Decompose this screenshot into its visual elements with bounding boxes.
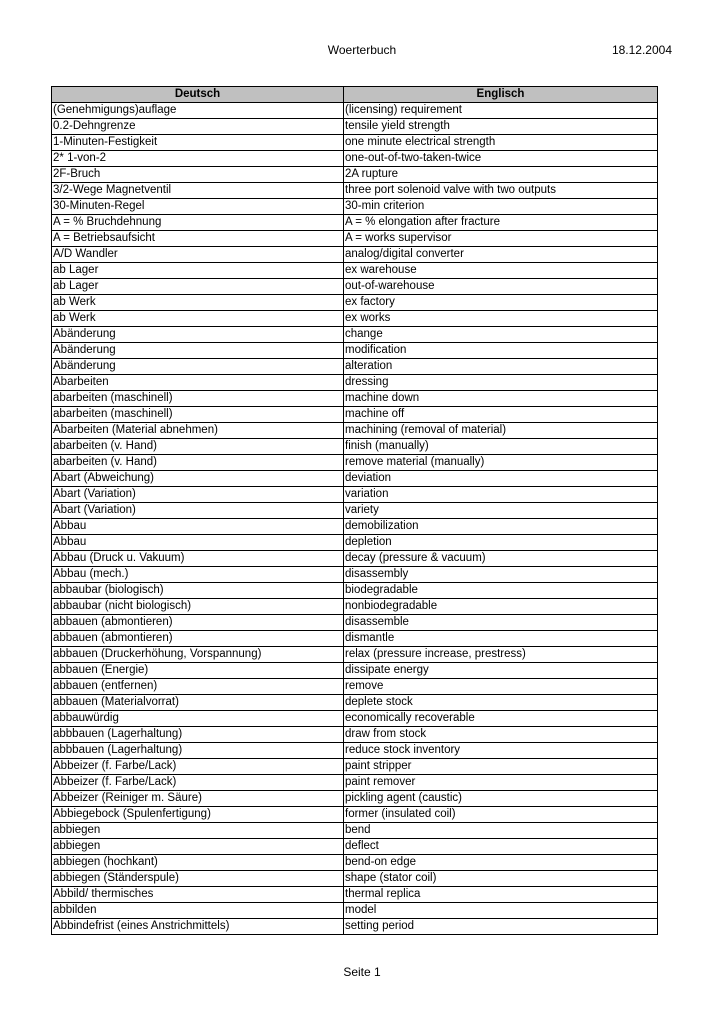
table-row [52,583,658,599]
cell-deutsch: Abarbeiten [52,375,344,391]
cell-deutsch: 1-Minuten-Festigkeit [52,135,344,151]
table-row [52,519,658,535]
cell-deutsch: abarbeiten (maschinell) [52,391,344,407]
cell-englisch: demobilization [344,519,658,535]
table-row [52,711,658,727]
table-row [52,327,658,343]
cell-englisch: remove [344,679,658,695]
cell-deutsch: Abbindefrist (eines Anstrichmittels) [52,919,344,935]
cell-deutsch: (Genehmigungs)auflage [52,103,344,119]
cell-deutsch: Abbau [52,519,344,535]
cell-deutsch: Abarbeiten (Material abnehmen) [52,423,344,439]
cell-englisch: 2A rupture [344,167,658,183]
table-row [52,903,658,919]
cell-englisch: biodegradable [344,583,658,599]
cell-englisch: alteration [344,359,658,375]
table-header-row [52,87,658,103]
table-row [52,807,658,823]
cell-englisch: dissipate energy [344,663,658,679]
cell-englisch: paint stripper [344,759,658,775]
table-row [52,439,658,455]
cell-englisch: model [344,903,658,919]
cell-deutsch: abbauen (abmontieren) [52,631,344,647]
cell-englisch: machine down [344,391,658,407]
cell-deutsch: abbauen (abmontieren) [52,615,344,631]
cell-deutsch: ab Werk [52,295,344,311]
cell-englisch: depletion [344,535,658,551]
cell-deutsch: Abart (Abweichung) [52,471,344,487]
table-row [52,919,658,935]
cell-englisch: deviation [344,471,658,487]
cell-deutsch: 2F-Bruch [52,167,344,183]
cell-englisch: one minute electrical strength [344,135,658,151]
cell-deutsch: Abart (Variation) [52,487,344,503]
table-row [52,679,658,695]
cell-englisch: setting period [344,919,658,935]
cell-englisch: A = % elongation after fracture [344,215,658,231]
cell-englisch: thermal replica [344,887,658,903]
cell-deutsch: abbauen (Materialvorrat) [52,695,344,711]
cell-deutsch: abbauen (entfernen) [52,679,344,695]
page-number: Seite 1 [343,965,381,979]
table-row [52,615,658,631]
cell-englisch: paint remover [344,775,658,791]
cell-englisch: change [344,327,658,343]
cell-deutsch: Abbiegebock (Spulenfertigung) [52,807,344,823]
cell-englisch: A = works supervisor [344,231,658,247]
table-row [52,551,658,567]
table-row [52,791,658,807]
table-row [52,535,658,551]
cell-deutsch: A/D Wandler [52,247,344,263]
cell-englisch: modification [344,343,658,359]
cell-englisch: remove material (manually) [344,455,658,471]
table-row [52,471,658,487]
cell-englisch: economically recoverable [344,711,658,727]
cell-deutsch: Abänderung [52,343,344,359]
cell-deutsch: Abbild/ thermisches [52,887,344,903]
cell-englisch: three port solenoid valve with two outputs [344,183,658,199]
column-header-deutsch: Deutsch [52,87,344,103]
table-row [52,151,658,167]
cell-englisch: relax (pressure increase, prestress) [344,647,658,663]
table-row [52,455,658,471]
cell-deutsch: abbaubar (biologisch) [52,583,344,599]
cell-deutsch: A = Betriebsaufsicht [52,231,344,247]
cell-deutsch: abbbauen (Lagerhaltung) [52,743,344,759]
cell-englisch: deflect [344,839,658,855]
cell-englisch: ex warehouse [344,263,658,279]
cell-englisch: deplete stock [344,695,658,711]
table-row [52,167,658,183]
cell-englisch: analog/digital converter [344,247,658,263]
cell-englisch: machine off [344,407,658,423]
cell-englisch: finish (manually) [344,439,658,455]
table-row [52,375,658,391]
cell-deutsch: Abänderung [52,327,344,343]
column-header-englisch: Englisch [344,87,658,103]
cell-deutsch: 0.2-Dehngrenze [52,119,344,135]
cell-deutsch: abarbeiten (v. Hand) [52,455,344,471]
table-row [52,263,658,279]
cell-englisch: variety [344,503,658,519]
cell-deutsch: Abbeizer (Reiniger m. Säure) [52,791,344,807]
table-row [52,487,658,503]
table-row [52,503,658,519]
table-row [52,311,658,327]
table-row [52,663,658,679]
table-row [52,295,658,311]
cell-deutsch: abbauen (Druckerhöhung, Vorspannung) [52,647,344,663]
table-row [52,695,658,711]
table-row [52,743,658,759]
cell-deutsch: Abbau (Druck u. Vakuum) [52,551,344,567]
table-row [52,775,658,791]
cell-deutsch: abbauen (Energie) [52,663,344,679]
table-row [52,855,658,871]
cell-englisch: disassembly [344,567,658,583]
cell-deutsch: 2* 1-von-2 [52,151,344,167]
table-row [52,647,658,663]
cell-deutsch: abarbeiten (v. Hand) [52,439,344,455]
cell-deutsch: Abbau (mech.) [52,567,344,583]
cell-englisch: bend [344,823,658,839]
cell-deutsch: A = % Bruchdehnung [52,215,344,231]
cell-englisch: 30-min criterion [344,199,658,215]
cell-deutsch: 30-Minuten-Regel [52,199,344,215]
cell-englisch: ex works [344,311,658,327]
table-row [52,279,658,295]
cell-englisch: nonbiodegradable [344,599,658,615]
cell-deutsch: abbiegen (Ständerspule) [52,871,344,887]
table-row [52,215,658,231]
table-row [52,183,658,199]
cell-deutsch: 3/2-Wege Magnetventil [52,183,344,199]
cell-englisch: disassemble [344,615,658,631]
cell-deutsch: abbbauen (Lagerhaltung) [52,727,344,743]
cell-englisch: shape (stator coil) [344,871,658,887]
cell-deutsch: Abbau [52,535,344,551]
cell-englisch: decay (pressure & vacuum) [344,551,658,567]
cell-englisch: (licensing) requirement [344,103,658,119]
cell-englisch: tensile yield strength [344,119,658,135]
cell-deutsch: abbilden [52,903,344,919]
table-row [52,135,658,151]
cell-deutsch: abbiegen [52,823,344,839]
table-row [52,247,658,263]
table-row [52,231,658,247]
cell-englisch: machining (removal of material) [344,423,658,439]
cell-englisch: dismantle [344,631,658,647]
cell-englisch: ex factory [344,295,658,311]
cell-deutsch: abbaubar (nicht biologisch) [52,599,344,615]
cell-deutsch: Abänderung [52,359,344,375]
table-row [52,119,658,135]
cell-englisch: variation [344,487,658,503]
table-row [52,887,658,903]
cell-englisch: one-out-of-two-taken-twice [344,151,658,167]
table-row [52,391,658,407]
table-row [52,407,658,423]
cell-deutsch: Abbeizer (f. Farbe/Lack) [52,759,344,775]
cell-deutsch: abarbeiten (maschinell) [52,407,344,423]
cell-deutsch: Abbeizer (f. Farbe/Lack) [52,775,344,791]
table-row [52,599,658,615]
table-row [52,103,658,119]
table-row [52,727,658,743]
cell-deutsch: abbiegen (hochkant) [52,855,344,871]
cell-deutsch: abbiegen [52,839,344,855]
cell-englisch: dressing [344,375,658,391]
table-row [52,567,658,583]
document-title: Woerterbuch [327,43,397,57]
cell-deutsch: Abart (Variation) [52,503,344,519]
table-body [52,103,658,935]
cell-englisch: bend-on edge [344,855,658,871]
table-row [52,631,658,647]
cell-deutsch: ab Lager [52,263,344,279]
table-row [52,839,658,855]
table-row [52,343,658,359]
cell-deutsch: abbauwürdig [52,711,344,727]
table-row [52,423,658,439]
document-date: 18.12.2004 [611,43,672,57]
table-row [52,871,658,887]
cell-englisch: reduce stock inventory [344,743,658,759]
dictionary-table [51,86,658,935]
table-row [52,359,658,375]
cell-englisch: out-of-warehouse [344,279,658,295]
cell-deutsch: ab Lager [52,279,344,295]
table-row [52,199,658,215]
cell-englisch: pickling agent (caustic) [344,791,658,807]
cell-englisch: draw from stock [344,727,658,743]
table-row [52,759,658,775]
cell-englisch: former (insulated coil) [344,807,658,823]
cell-deutsch: ab Werk [52,311,344,327]
table-row [52,823,658,839]
